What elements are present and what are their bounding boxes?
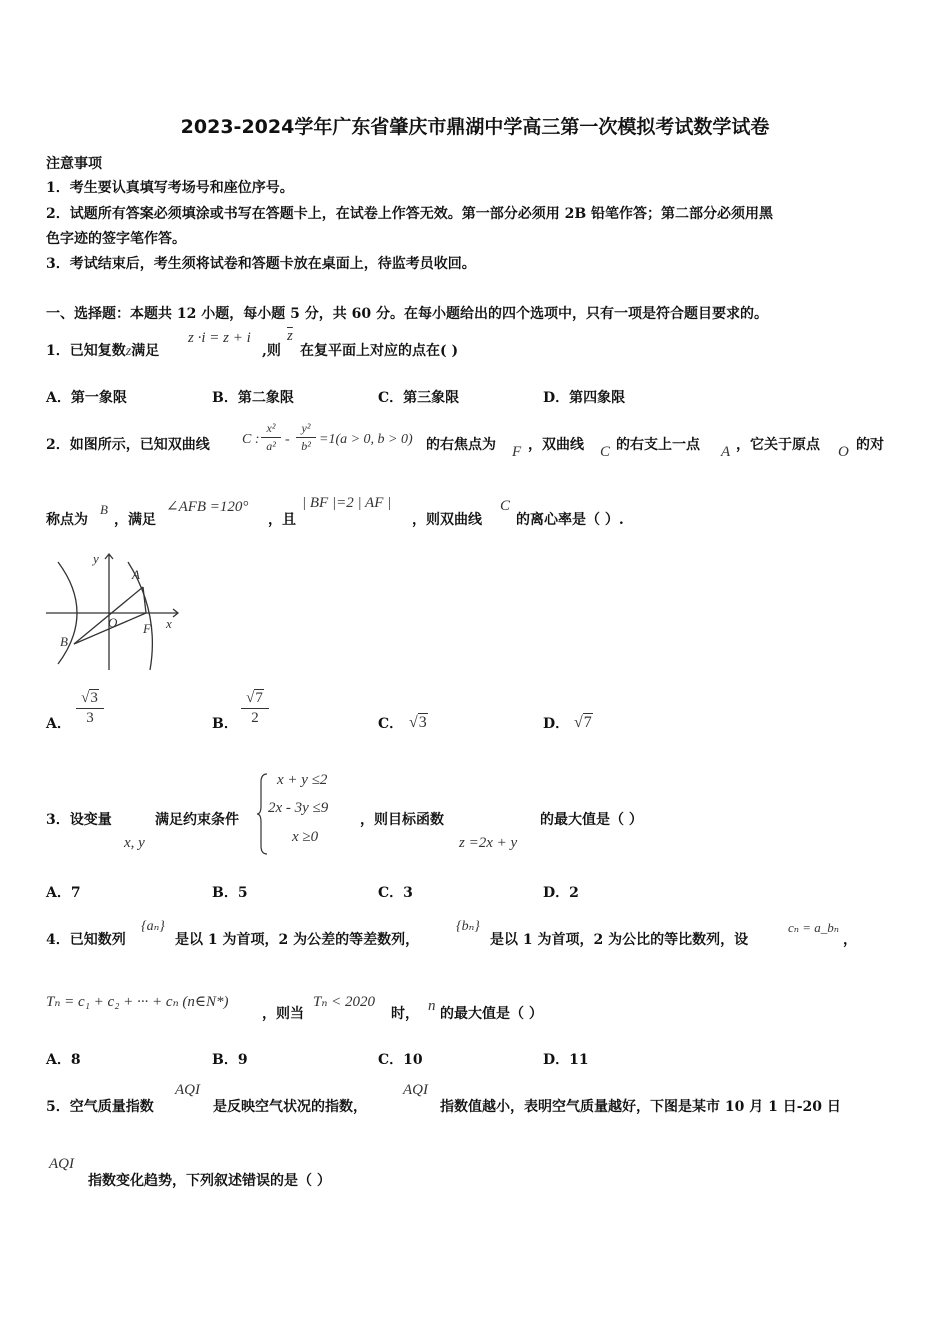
notice-item-2-cont: 色字迹的签字笔作答。 (46, 231, 186, 247)
question-2: 2．如图所示，已知双曲线 (46, 437, 210, 453)
q4-inequality: Tₙ < 2020 (313, 994, 376, 1010)
q2-minus: - (285, 432, 290, 447)
q4-text-e: ，则当 (262, 1006, 304, 1022)
q2-option-c-label: C． (378, 716, 404, 732)
q2-text-d: 的右支上一点 (616, 437, 700, 453)
q4-Tn-definition: Tₙ = c₁ + c₂ + ··· + cₙ (n∈N*) (46, 994, 229, 1010)
q5-text-b: 是反映空气状况的指数， (213, 1099, 367, 1115)
q3-constraint-1: x + y ≤2 (277, 772, 328, 788)
q4-text-g: 的最大值是（ ） (440, 1006, 543, 1022)
q2-B: B (100, 502, 108, 517)
q3-text-d: 的最大值是（ ） (540, 812, 643, 828)
notice-item-2: 2．试题所有答案必须填涂或书写在答题卡上，在试卷上作答无效。第一部分必须用 2B 铅笔作答；第二部分必须用黑 (46, 206, 774, 222)
q2-text-k: 的离心率是（ ）. (516, 512, 624, 528)
q5-aqi-2: AQI (403, 1082, 428, 1098)
q2-O: O (838, 444, 849, 460)
q5-text-d: 指数变化趋势，下列叙述错误的是（ ） (88, 1173, 331, 1189)
fig-label-y: y (93, 551, 99, 566)
q4-text-c: 是以 1 为首项，2 为公比的等比数列，设 (490, 932, 749, 948)
notice-item-3: 3．考试结束后，考生须将试卷和答题卡放在桌面上，待监考员收回。 (46, 256, 476, 272)
q2-relation: | BF |=2 | AF | (302, 495, 392, 511)
q1-option-b: B．第二象限 (212, 390, 294, 406)
question-4: 4．已知数列 (46, 932, 126, 948)
q2-text-e: ，它关于原点 (736, 437, 820, 453)
q1-text-then: ,则 (262, 343, 281, 359)
q3-objective: z =2x + y (459, 835, 518, 851)
q2-option-b-value: √7 2 (241, 690, 269, 727)
q1-text-rest: 在复平面上对应的点在( ) (300, 343, 459, 359)
q4-option-d: D．11 (543, 1052, 589, 1068)
q2-option-a-value: √3 3 (76, 690, 104, 727)
q3-text-b: 满足约束条件 (155, 812, 239, 828)
q2-option-d-label: D． (543, 716, 570, 732)
question-3: 3．设变量 (46, 812, 112, 828)
q3-variables: x, y (124, 835, 145, 851)
q5-text-c: 指数值越小，表明空气质量越好，下图是某市 10 月 1 日-20 日 (440, 1099, 841, 1115)
q2-condition: =1(a > 0, b > 0) (319, 432, 413, 447)
fig-label-B: B (60, 634, 68, 649)
q2-C: C (600, 444, 611, 460)
q3-constraint-3: x ≥0 (292, 829, 319, 845)
q4-n: n (428, 998, 436, 1014)
notice-item-1: 1．考生要认真填写考场号和座位序号。 (46, 180, 294, 196)
q3-option-a: A．7 (46, 885, 81, 901)
q3-option-b: B．5 (212, 885, 248, 901)
q2-A: A (721, 444, 731, 460)
q1-option-d: D．第四象限 (543, 390, 626, 406)
q4-sequence-b: {bₙ} (456, 919, 480, 934)
fig-label-F: F (143, 621, 151, 636)
q3-text-c: ，则目标函数 (360, 812, 444, 828)
q2-C2: C (500, 498, 511, 514)
q4-option-c: C．10 (378, 1052, 423, 1068)
q3-option-c: C．3 (378, 885, 413, 901)
q4-text-d: ， (843, 932, 857, 948)
q2-option-d-value: √7 (574, 714, 592, 731)
q4-text-b: 是以 1 为首项，2 为公差的等差数列， (175, 932, 420, 948)
q2-F: F (512, 444, 522, 460)
q2-option-b-label: B． (212, 716, 238, 732)
q4-option-a: A．8 (46, 1052, 81, 1068)
question-5: 5．空气质量指数 (46, 1099, 154, 1115)
question-1: 1．已知复数z满足 (46, 343, 160, 359)
section-1-instructions: 一、选择题：本题共 12 小题，每小题 5 分，共 60 分。在每小题给出的四个选项中，只有一项是符合题目要求的。 (46, 306, 768, 322)
fig-label-O: O (108, 615, 118, 630)
q3-constraint-2: 2x - 3y ≤9 (268, 800, 329, 816)
q2-text-h: ，满足 (114, 512, 156, 528)
page-title: 2023-2024学年广东省肇庆市鼎湖中学高三第一次模拟考试数学试卷 (180, 116, 770, 138)
fig-label-A: A (132, 567, 140, 582)
q2-option-c-value: √3 (409, 714, 427, 731)
q2-frac-y: y² b² (296, 421, 316, 454)
q5-aqi-1: AQI (175, 1082, 200, 1098)
q2-line2-start: 称点为 (46, 512, 88, 528)
notice-heading: 注意事项 (46, 156, 102, 172)
q2-frac-x: x² a² (261, 421, 281, 454)
q2-text-b: 的右焦点为 (426, 437, 496, 453)
q2-text-j: ，则双曲线 (412, 512, 482, 528)
q2-text-f: 的对 (856, 437, 884, 453)
q2-text-c: ，双曲线 (528, 437, 584, 453)
q4-cn-definition: cₙ = a_bₙ (788, 920, 840, 935)
q1-conjugate-z: $\overline{z}$ (287, 328, 293, 344)
q2-curve-label: C : (242, 432, 260, 447)
hyperbola-figure (40, 548, 190, 678)
q4-sequence-a: {aₙ} (141, 919, 165, 934)
q2-text-i: ，且 (268, 512, 296, 528)
q1-option-a: A．第一象限 (46, 390, 127, 406)
q4-option-b: B．9 (212, 1052, 248, 1068)
q1-option-c: C．第三象限 (378, 390, 460, 406)
q2-angle: ∠AFB =120° (166, 499, 249, 515)
fig-label-x: x (166, 616, 172, 631)
q1-equation: z ·i = z + i (188, 330, 251, 346)
q4-text-f: 时， (391, 1006, 419, 1022)
q2-option-a-label: A． (46, 716, 71, 732)
q3-option-d: D．2 (543, 885, 579, 901)
q5-aqi-3: AQI (49, 1156, 74, 1172)
